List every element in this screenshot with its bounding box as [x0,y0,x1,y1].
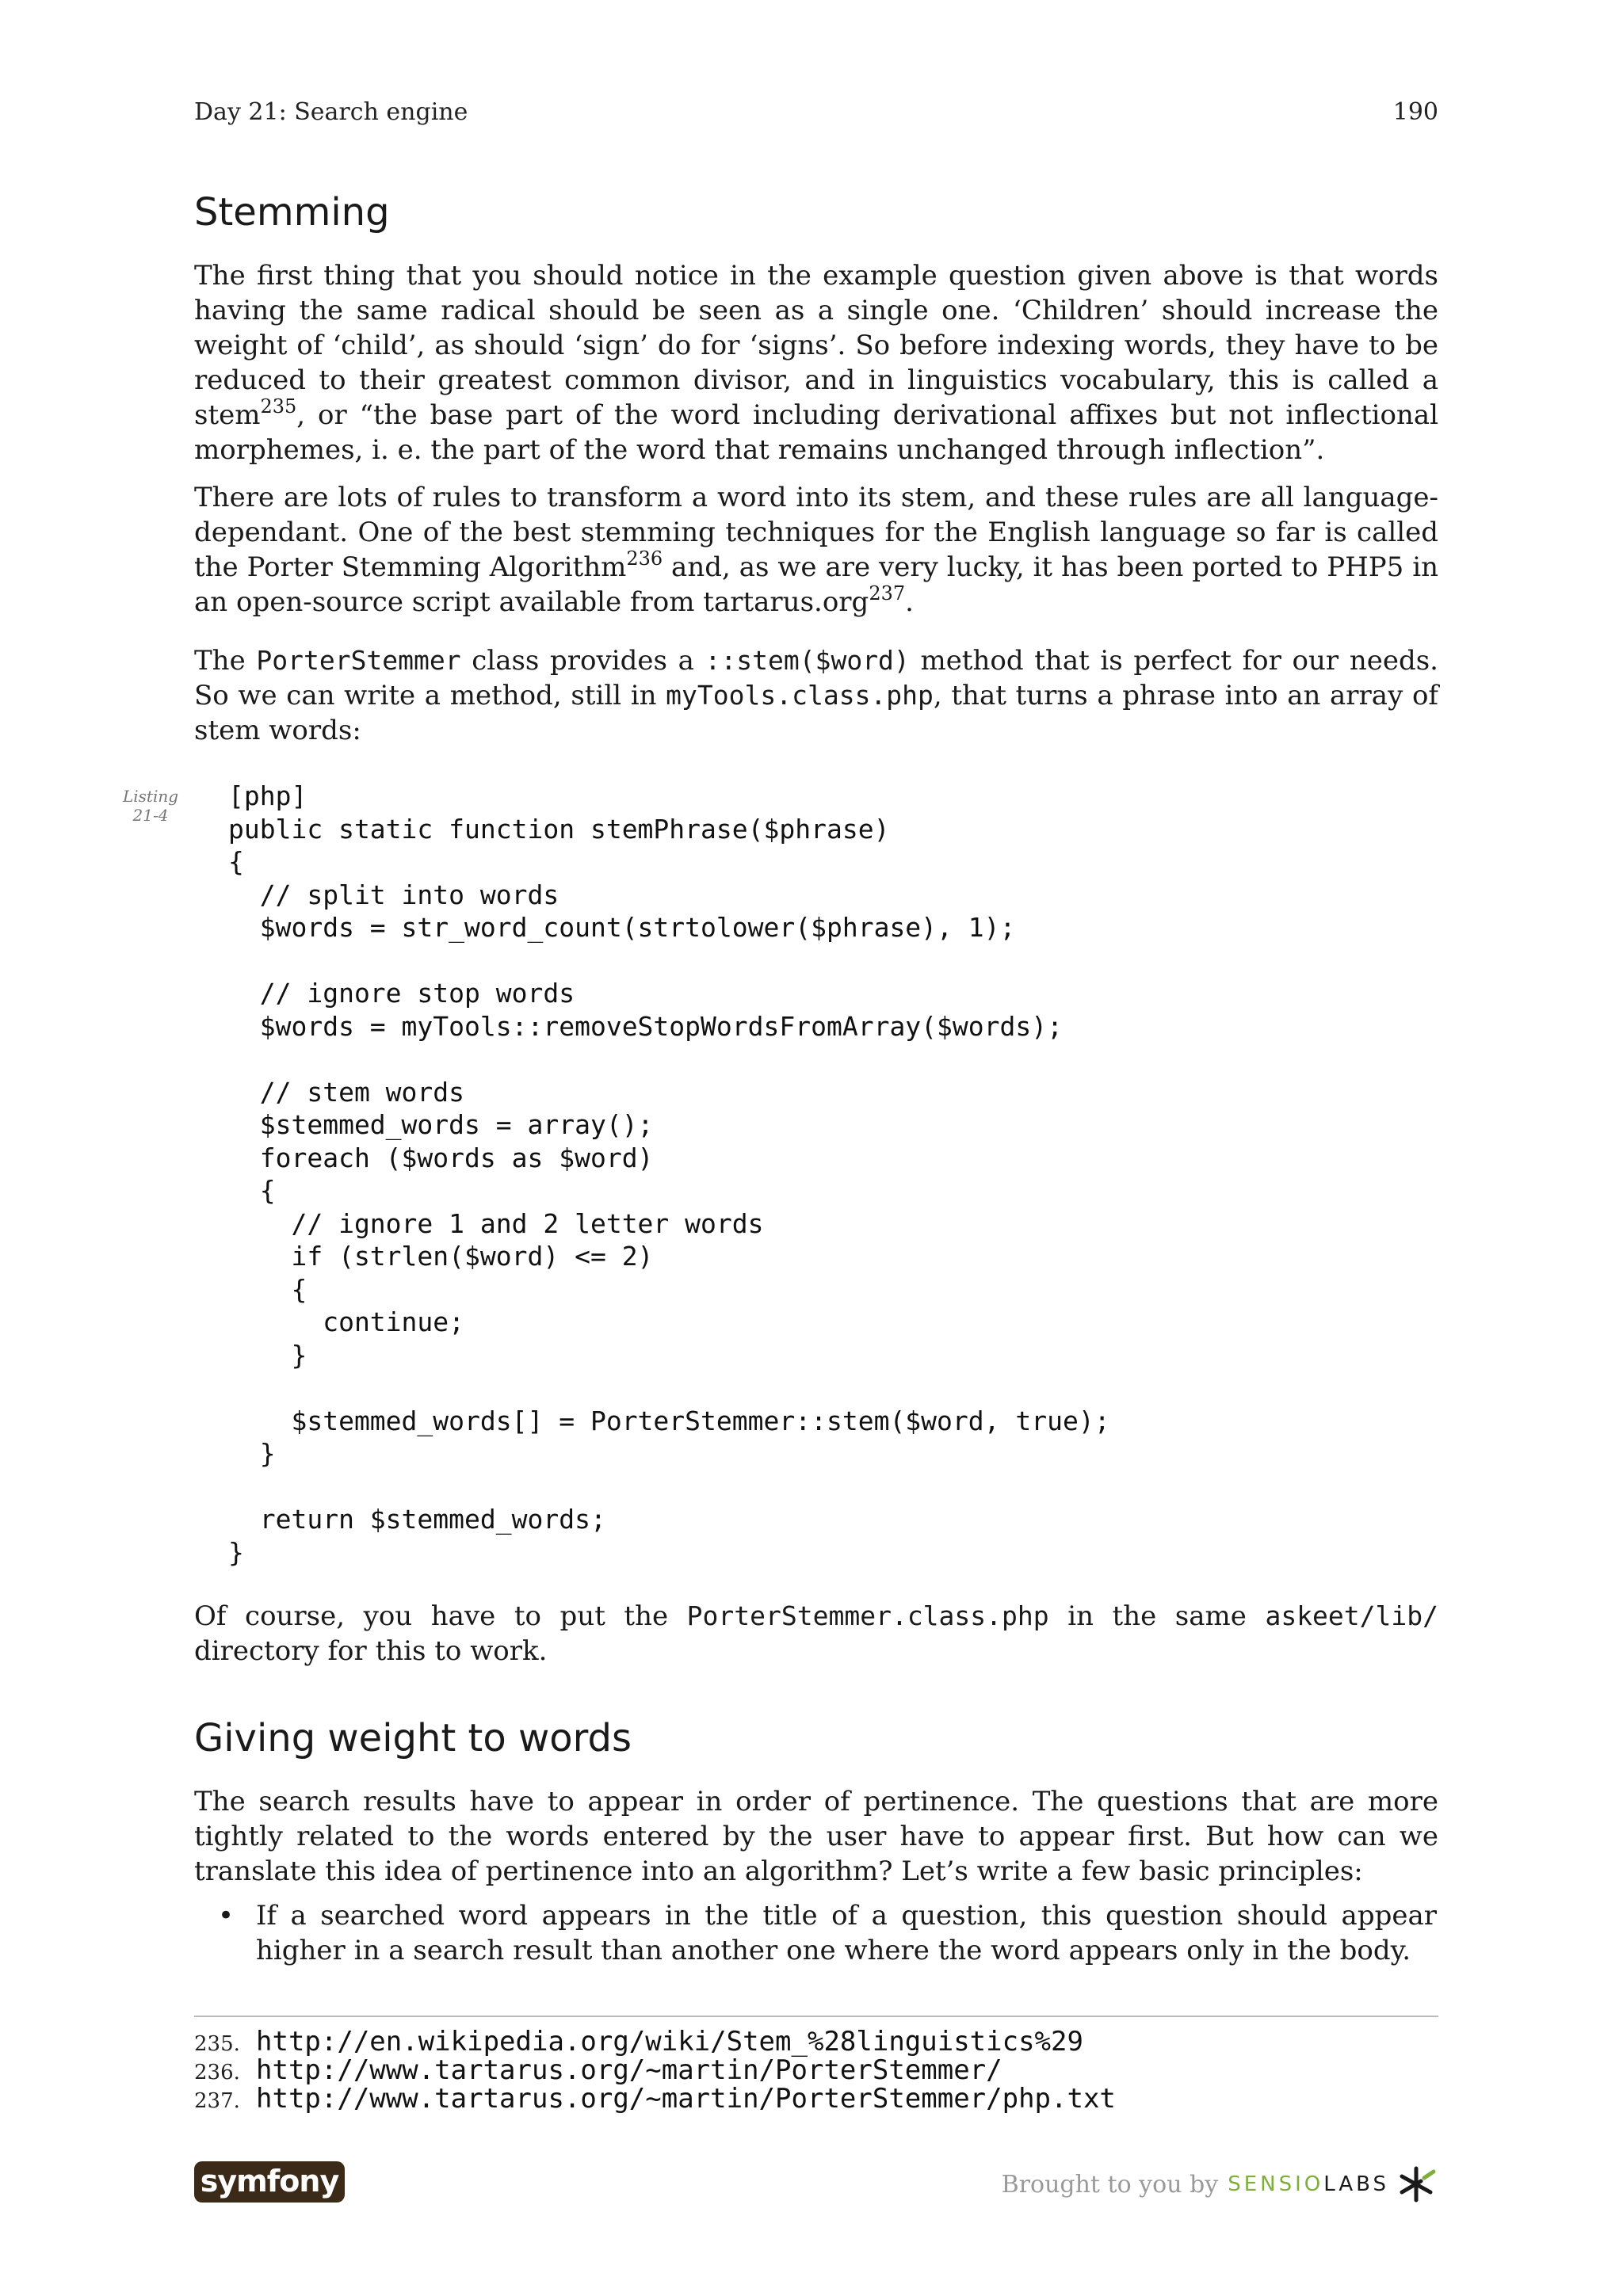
symfony-logo: symfony [194,2161,345,2203]
footnote-link[interactable]: http://en.wikipedia.org/wiki/Stem_%28linguistics%29 [256,2026,1083,2058]
paragraph-text: class provides a [460,645,705,677]
chapter-title: Day 21: Search engine [194,98,468,126]
bullet-marker: • [218,1900,235,1932]
inline-code: ::stem($word) [705,645,910,676]
paragraph-text: in the same [1048,1600,1266,1632]
inline-code: myTools.class.php [666,680,934,711]
paragraph-text: , that turns a phrase into an array of stem words: [194,680,1438,746]
labs-wordmark: LABS [1323,2172,1389,2196]
paragraph-stem-definition [194,258,1438,467]
paragraph-text: There are lots of rules to transform a word into its stem, and these rules are all language-dependant. One of the best stemming techniques for the English language so far is called the Porter Stemming Algorithm [194,482,1438,583]
footnote-ref-237[interactable]: 237 [869,582,906,605]
sensiolabs-asterisk-icon [1397,2164,1438,2205]
listing-label-number: 21-4 [132,806,169,825]
paragraph-text: and, as we are very lucky, it has been ported to PHP5 in an open-source script available from tartarus.org [194,551,1438,618]
paragraph-text: Of course, you have to put the [194,1600,687,1632]
principles-list [194,1898,1438,1968]
sensio-wordmark: SENSIO [1228,2172,1324,2196]
listing-label [119,787,182,825]
footnote-number: 236. [194,2061,240,2084]
inline-code: PorterStemmer.class.php [686,1600,1049,1631]
paragraph-text: directory for this to work. [194,1635,548,1667]
inline-code: PorterStemmer [256,645,461,676]
footnotes [194,2026,1438,2115]
footnote-number: 235. [194,2032,240,2056]
sponsor-credit [1002,2166,1438,2203]
brought-to-you-text: Brought to you by [1001,2170,1219,2199]
code-listing: [php] public static function stemPhrase($phrase) { // split into words $words = str_word_count(strtolower($phrase), 1); // ignore stop words $words = myTools::removeStopWordsFromArray($words); // stem words $stemmed_words = array(); foreach ($words as $word) { // ignore 1 and 2 letter words if (strlen($word) <= 2) { continue; } $stemmed_words[] = PorterStemmer::stem($word, true); } return $stemmed_words; } [228,780,1110,1568]
paragraph-text: . [905,586,914,618]
section-heading-giving-weight: Giving weight to words [194,1716,632,1760]
running-head [194,98,1438,130]
section-heading-stemming: Stemming [194,190,390,235]
page-number: 190 [1392,98,1438,126]
footnote-236 [194,2054,1438,2086]
footnote-ref-235[interactable]: 235 [260,395,297,418]
paragraph-text: , or “the base part of the word including derivational affixes but not inflectional morphemes, i. e. the part of the word that remains unchanged through inflection”. [194,399,1438,466]
footnote-link[interactable]: http://www.tartarus.org/~martin/PorterStemmer/php.txt [256,2083,1116,2115]
paragraph-after-listing [194,1599,1438,1669]
paragraph-text: method that is perfect for our needs. So we can write a method, still in [194,645,1438,711]
paragraph-text: The first thing that you should notice in the example question given above is that words having the same radical should be seen as a single one. ‘Children’ should increase the weight of ‘child’, as should ‘sign’ do for ‘signs’. So before indexing words, they have to be reduced to their greatest common divisor, and in linguistics vocabulary, this is called a stem [194,260,1438,431]
paragraph-porter-algorithm [194,480,1438,620]
listing-label-word: Listing [122,787,179,806]
footnote-link[interactable]: http://www.tartarus.org/~martin/PorterStemmer/ [256,2054,1002,2086]
paragraph-text: The [194,645,257,677]
list-item [194,1898,1437,1968]
footnote-divider [194,2016,1438,2017]
footnote-235 [194,2026,1438,2058]
paragraph-pertinence: The search results have to appear in order of pertinence. The questions that are more tightly related to the words entered by the user have to appear first. But how can we translate this idea of pertinence into an algorithm? Let’s write a few basic principles: [194,1786,1438,1887]
list-item-text: If a searched word appears in the title of a question, this question should appear higher in a search result than another one where the word appears only in the body. [256,1900,1437,1966]
inline-code: askeet/lib/ [1265,1600,1438,1631]
footnote-number: 237. [194,2089,240,2113]
footnote-237 [194,2083,1438,2115]
paragraph-porterstemmer-class [194,643,1438,748]
footnote-ref-236[interactable]: 236 [626,547,663,570]
page-footer [194,2160,1438,2207]
